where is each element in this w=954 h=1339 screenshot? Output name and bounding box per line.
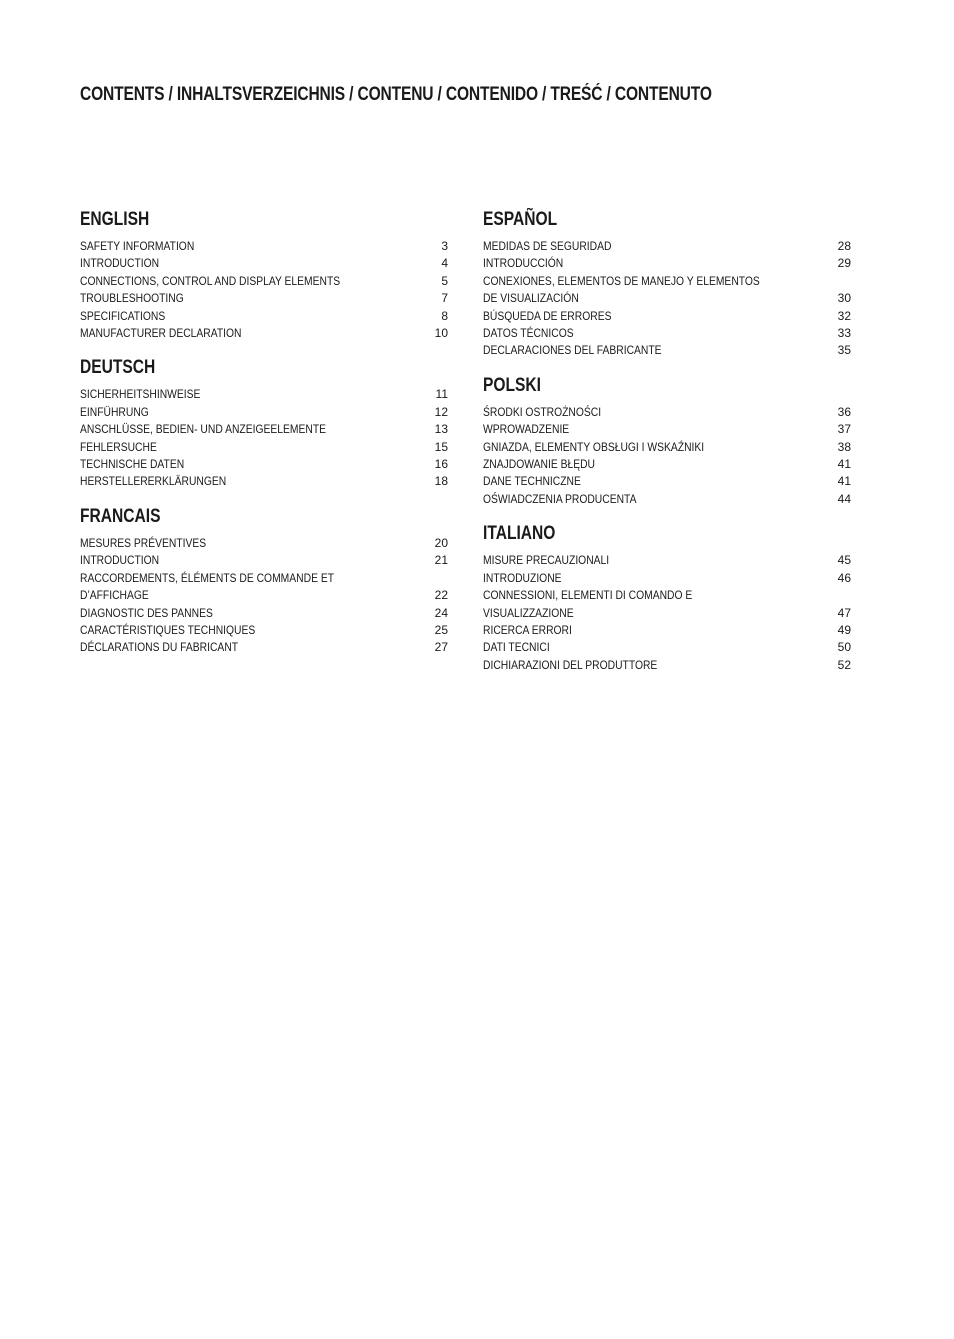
toc-entry[interactable]	[483, 622, 851, 639]
toc-entry-title: GNIAZDA, ELEMENTY OBSŁUGI I WSKAŹNIKI	[483, 439, 705, 454]
toc-entry-page: 36	[837, 404, 851, 419]
toc-entry[interactable]	[483, 273, 851, 308]
toc-entry-page: 38	[837, 439, 851, 454]
toc-entry-page: 49	[837, 622, 851, 637]
toc-entry-title: MISURE PRECAUZIONALI	[483, 553, 610, 568]
page-title: CONTENTS / INHALTSVERZEICHNIS / CONTENU / CONTENIDO / TREŚĆ / CONTENUTO	[80, 84, 712, 105]
toc-entry-title: DECLARACIONES DEL FABRICANTE	[483, 343, 662, 358]
toc-entry-page: 27	[434, 640, 448, 655]
toc-entry[interactable]	[483, 639, 851, 656]
toc-entry[interactable]	[80, 255, 448, 272]
toc-entry-page: 22	[434, 588, 448, 603]
toc-entry-page: 25	[434, 622, 448, 637]
toc-entry[interactable]	[80, 308, 448, 325]
toc-entry-title: MANUFACTURER DECLARATION	[80, 326, 242, 341]
toc-section-francais	[80, 505, 448, 657]
toc-entry-page: 20	[434, 535, 448, 550]
toc-entry-title: MEDIDAS DE SEGURIDAD	[483, 239, 612, 253]
toc-entry-title: HERSTELLERERKLÄRUNGEN	[80, 474, 227, 489]
toc-entry[interactable]	[80, 605, 448, 622]
toc-entry-title: FEHLERSUCHE	[80, 439, 157, 454]
toc-entry-title: DANE TECHNICZNE	[483, 474, 581, 489]
toc-entry-page: 41	[837, 474, 851, 489]
toc-entry-title: OŚWIADCZENIA PRODUCENTA	[483, 491, 637, 506]
section-heading: POLSKI	[483, 374, 542, 396]
toc-entry-title: BÚSQUEDA DE ERRORES	[483, 308, 612, 323]
section-heading: DEUTSCH	[80, 357, 156, 379]
toc-entry-title: INTRODUCTION	[80, 553, 160, 568]
section-heading: ENGLISH	[80, 209, 150, 230]
toc-entry-title: WPROWADZENIE	[483, 422, 570, 437]
toc-entry[interactable]	[483, 439, 851, 456]
toc-entry-title: ZNAJDOWANIE BŁĘDU	[483, 457, 596, 472]
toc-entry-page: 11	[435, 387, 448, 402]
toc-entry-page: 33	[837, 326, 851, 341]
section-heading: ITALIANO	[483, 523, 556, 545]
toc-entry[interactable]	[483, 587, 851, 622]
toc-entry-title: SPECIFICATIONS	[80, 308, 166, 323]
toc-entry-title: DICHIARAZIONI DEL PRODUTTORE	[483, 657, 658, 672]
toc-entry[interactable]	[80, 473, 448, 490]
toc-section-english	[80, 208, 448, 342]
toc-entry-title: DIAGNOSTIC DES PANNES	[80, 605, 213, 620]
toc-entry[interactable]	[483, 325, 851, 342]
toc-entry-title: DÉCLARATIONS DU FABRICANT	[80, 640, 239, 655]
toc-entry[interactable]	[80, 456, 448, 473]
toc-entry-page: 52	[837, 657, 851, 672]
toc-section-deutsch	[80, 356, 448, 490]
toc-entry[interactable]	[483, 456, 851, 473]
toc-entry-page: 47	[837, 605, 851, 620]
toc-entry-title: CONEXIONES, ELEMENTOS DE MANEJO Y ELEMENTOS DE VISUALIZACIÓN	[483, 273, 760, 306]
toc-entry-page: 50	[837, 640, 851, 655]
toc-entry-page: 35	[837, 343, 851, 358]
toc-entry[interactable]	[483, 342, 851, 359]
toc-entry-title: CONNECTIONS, CONTROL AND DISPLAY ELEMENTS	[80, 273, 341, 288]
toc-entry-title: ANSCHLÜSSE, BEDIEN- UND ANZEIGEELEMENTE	[80, 422, 327, 437]
toc-entry-page: 44	[837, 491, 851, 506]
toc-right-column	[483, 208, 851, 688]
toc-entry-page: 24	[434, 605, 448, 620]
toc-entry-page: 41	[837, 457, 851, 472]
toc-entry-page: 3	[441, 239, 448, 253]
toc-entry[interactable]	[80, 386, 448, 403]
toc-entry[interactable]	[80, 622, 448, 639]
toc-left-column	[80, 208, 448, 671]
toc-entry-title: DATI TECNICI	[483, 640, 550, 655]
toc-entry-page: 46	[837, 570, 851, 585]
section-heading: ESPAÑOL	[483, 209, 558, 230]
toc-entry-title: SAFETY INFORMATION	[80, 239, 195, 253]
toc-entry[interactable]	[80, 273, 448, 290]
toc-entry-title: EINFÜHRUNG	[80, 404, 149, 419]
toc-entry-page: 28	[837, 239, 851, 253]
toc-entry-title: INTRODUCCIÓN	[483, 256, 564, 271]
toc-entry-page: 5	[441, 273, 448, 288]
toc-entry[interactable]	[80, 325, 448, 342]
toc-entry-title: TROUBLESHOOTING	[80, 291, 184, 306]
toc-entry[interactable]	[80, 421, 448, 438]
toc-entry[interactable]	[483, 491, 851, 508]
toc-entry[interactable]	[483, 552, 851, 569]
toc-entry-page: 15	[434, 439, 448, 454]
toc-entry[interactable]	[483, 421, 851, 438]
section-heading: FRANCAIS	[80, 505, 161, 527]
toc-entry-title: CONNESSIONI, ELEMENTI DI COMANDO E VISUALIZZAZIONE	[483, 588, 693, 620]
toc-entry-page: 8	[441, 308, 448, 323]
toc-entry-page: 30	[837, 291, 851, 306]
toc-entry[interactable]	[80, 238, 448, 255]
toc-entry-page: 21	[434, 553, 448, 568]
toc-entry[interactable]	[80, 290, 448, 307]
toc-entry[interactable]	[483, 255, 851, 272]
toc-entry-page: 13	[434, 422, 448, 437]
toc-entry[interactable]	[483, 404, 851, 421]
toc-entry-title: SICHERHEITSHINWEISE	[80, 387, 201, 402]
toc-entry[interactable]	[483, 570, 851, 587]
toc-section-espanol	[483, 208, 851, 360]
toc-entry[interactable]	[80, 639, 448, 656]
toc-entry-page: 16	[434, 457, 448, 472]
toc-entry[interactable]	[80, 404, 448, 421]
toc-entry-title: INTRODUCTION	[80, 256, 160, 271]
toc-entry-page: 45	[837, 553, 851, 568]
toc-entry[interactable]	[483, 238, 851, 255]
toc-entry-title: INTRODUZIONE	[483, 570, 562, 585]
toc-entry-title: ŚRODKI OSTROŻNOŚCI	[483, 404, 602, 419]
toc-section-polski	[483, 374, 851, 508]
toc-entry-page: 32	[837, 308, 851, 323]
toc-entry-title: MESURES PRÉVENTIVES	[80, 535, 207, 550]
toc-entry-page: 18	[434, 474, 448, 489]
toc-entry[interactable]	[483, 308, 851, 325]
toc-entry-page: 7	[441, 291, 448, 306]
toc-entry-title: RACCORDEMENTS, ÉLÉMENTS DE COMMANDE ET D’AFFICHAGE	[80, 570, 335, 603]
toc-entry-page: 12	[434, 404, 448, 419]
toc-entry-title: DATOS TÉCNICOS	[483, 326, 574, 341]
toc-entry[interactable]	[483, 657, 851, 674]
toc-entry[interactable]	[80, 570, 448, 605]
toc-entry-title: RICERCA ERRORI	[483, 622, 572, 637]
toc-entry[interactable]	[80, 552, 448, 569]
toc-section-italiano	[483, 522, 851, 674]
toc-entry-title: CARACTÉRISTIQUES TECHNIQUES	[80, 622, 256, 637]
toc-entry-page: 29	[837, 256, 851, 271]
toc-entry[interactable]	[80, 535, 448, 552]
toc-entry-page: 10	[434, 326, 448, 341]
toc-entry-title: TECHNISCHE DATEN	[80, 457, 185, 472]
toc-entry-page: 37	[837, 422, 851, 437]
toc-entry[interactable]	[80, 439, 448, 456]
toc-entry-page: 4	[441, 256, 448, 271]
toc-entry[interactable]	[483, 473, 851, 490]
